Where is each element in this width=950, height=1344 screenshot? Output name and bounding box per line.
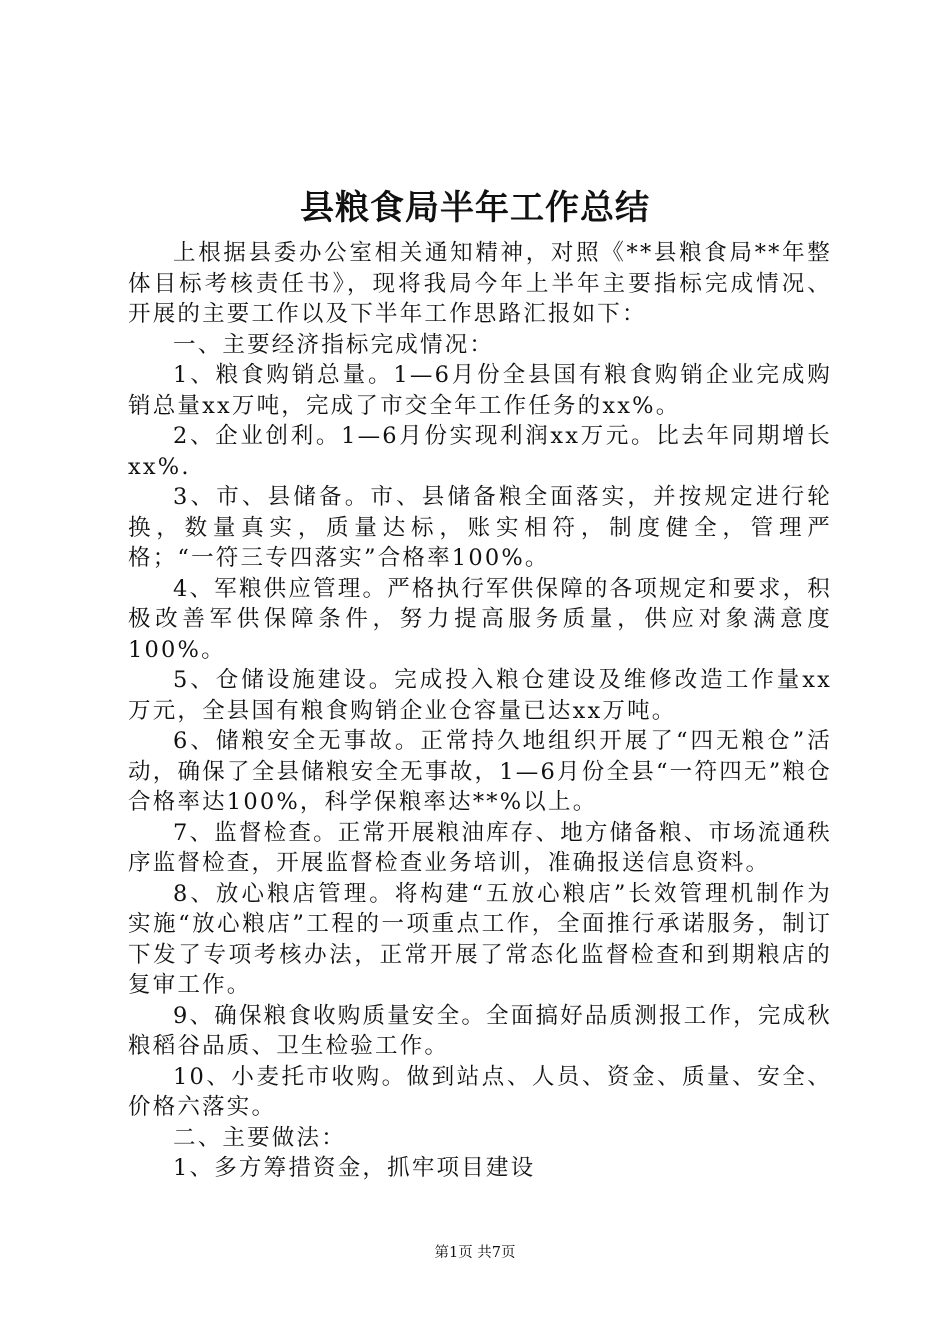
paragraph: 9、确保粮食收购质量安全。全面搞好品质测报工作，完成秋粮稻谷品质、卫生检验工作。 xyxy=(128,1002,832,1059)
paragraph: 8、放心粮店管理。将构建“五放心粮店”长效管理机制作为实施“放心粮店”工程的一项重点工作，全面推行承诺服务，制订下发了专项考核办法，正常开展了常态化监督检查和到期粮店的复审工作。 xyxy=(128,880,832,998)
paragraph: 7、监督检查。正常开展粮油库存、地方储备粮、市场流通秩序监督检查，开展监督检查业务培训，准确报送信息资料。 xyxy=(128,819,832,876)
paragraph: 2、企业创利。1—6月份实现利润xx万元。比去年同期增长xx%. xyxy=(128,423,832,480)
page-footer: 第1页 共7页 xyxy=(434,1245,516,1261)
document-title: 县粮食局半年工作总结 xyxy=(300,188,650,228)
paragraph: 5、仓储设施建设。完成投入粮仓建设及维修改造工作量xx万元，全县国有粮食购销企业仓容量已达xx万吨。 xyxy=(128,667,832,724)
paragraph: 一、主要经济指标完成情况： xyxy=(173,331,495,358)
paragraph: 1、粮食购销总量。1—6月份全县国有粮食购销企业完成购销总量xx万吨，完成了市交全年工作任务的xx%。 xyxy=(128,362,832,419)
document-body xyxy=(128,238,832,1184)
paragraph: 上根据县委办公室相关通知精神，对照《**县粮食局**年整体目标考核责任书》，现将我局今年上半年主要指标完成情况、开展的主要工作以及下半年工作思路汇报如下： xyxy=(128,240,832,327)
paragraph: 10、小麦托市收购。做到站点、人员、资金、质量、安全、价格六落实。 xyxy=(128,1063,832,1120)
paragraph: 6、储粮安全无事故。正常持久地组织开展了“四无粮仓”活动，确保了全县储粮安全无事故，1—6月份全县“一符四无”粮仓合格率达100%，科学保粮率达**%以上。 xyxy=(128,728,832,815)
paragraph: 1、多方筹措资金，抓牢项目建设 xyxy=(173,1155,536,1181)
paragraph: 3、市、县储备。市、县储备粮全面落实，并按规定进行轮换，数量真实，质量达标，账实相符，制度健全，管理严格；“一符三专四落实”合格率100%。 xyxy=(128,484,832,571)
paragraph: 二、主要做法： xyxy=(173,1124,346,1151)
paragraph: 4、军粮供应管理。严格执行军供保障的各项规定和要求，积极改善军供保障条件，努力提高服务质量，供应对象满意度100%。 xyxy=(128,575,832,663)
